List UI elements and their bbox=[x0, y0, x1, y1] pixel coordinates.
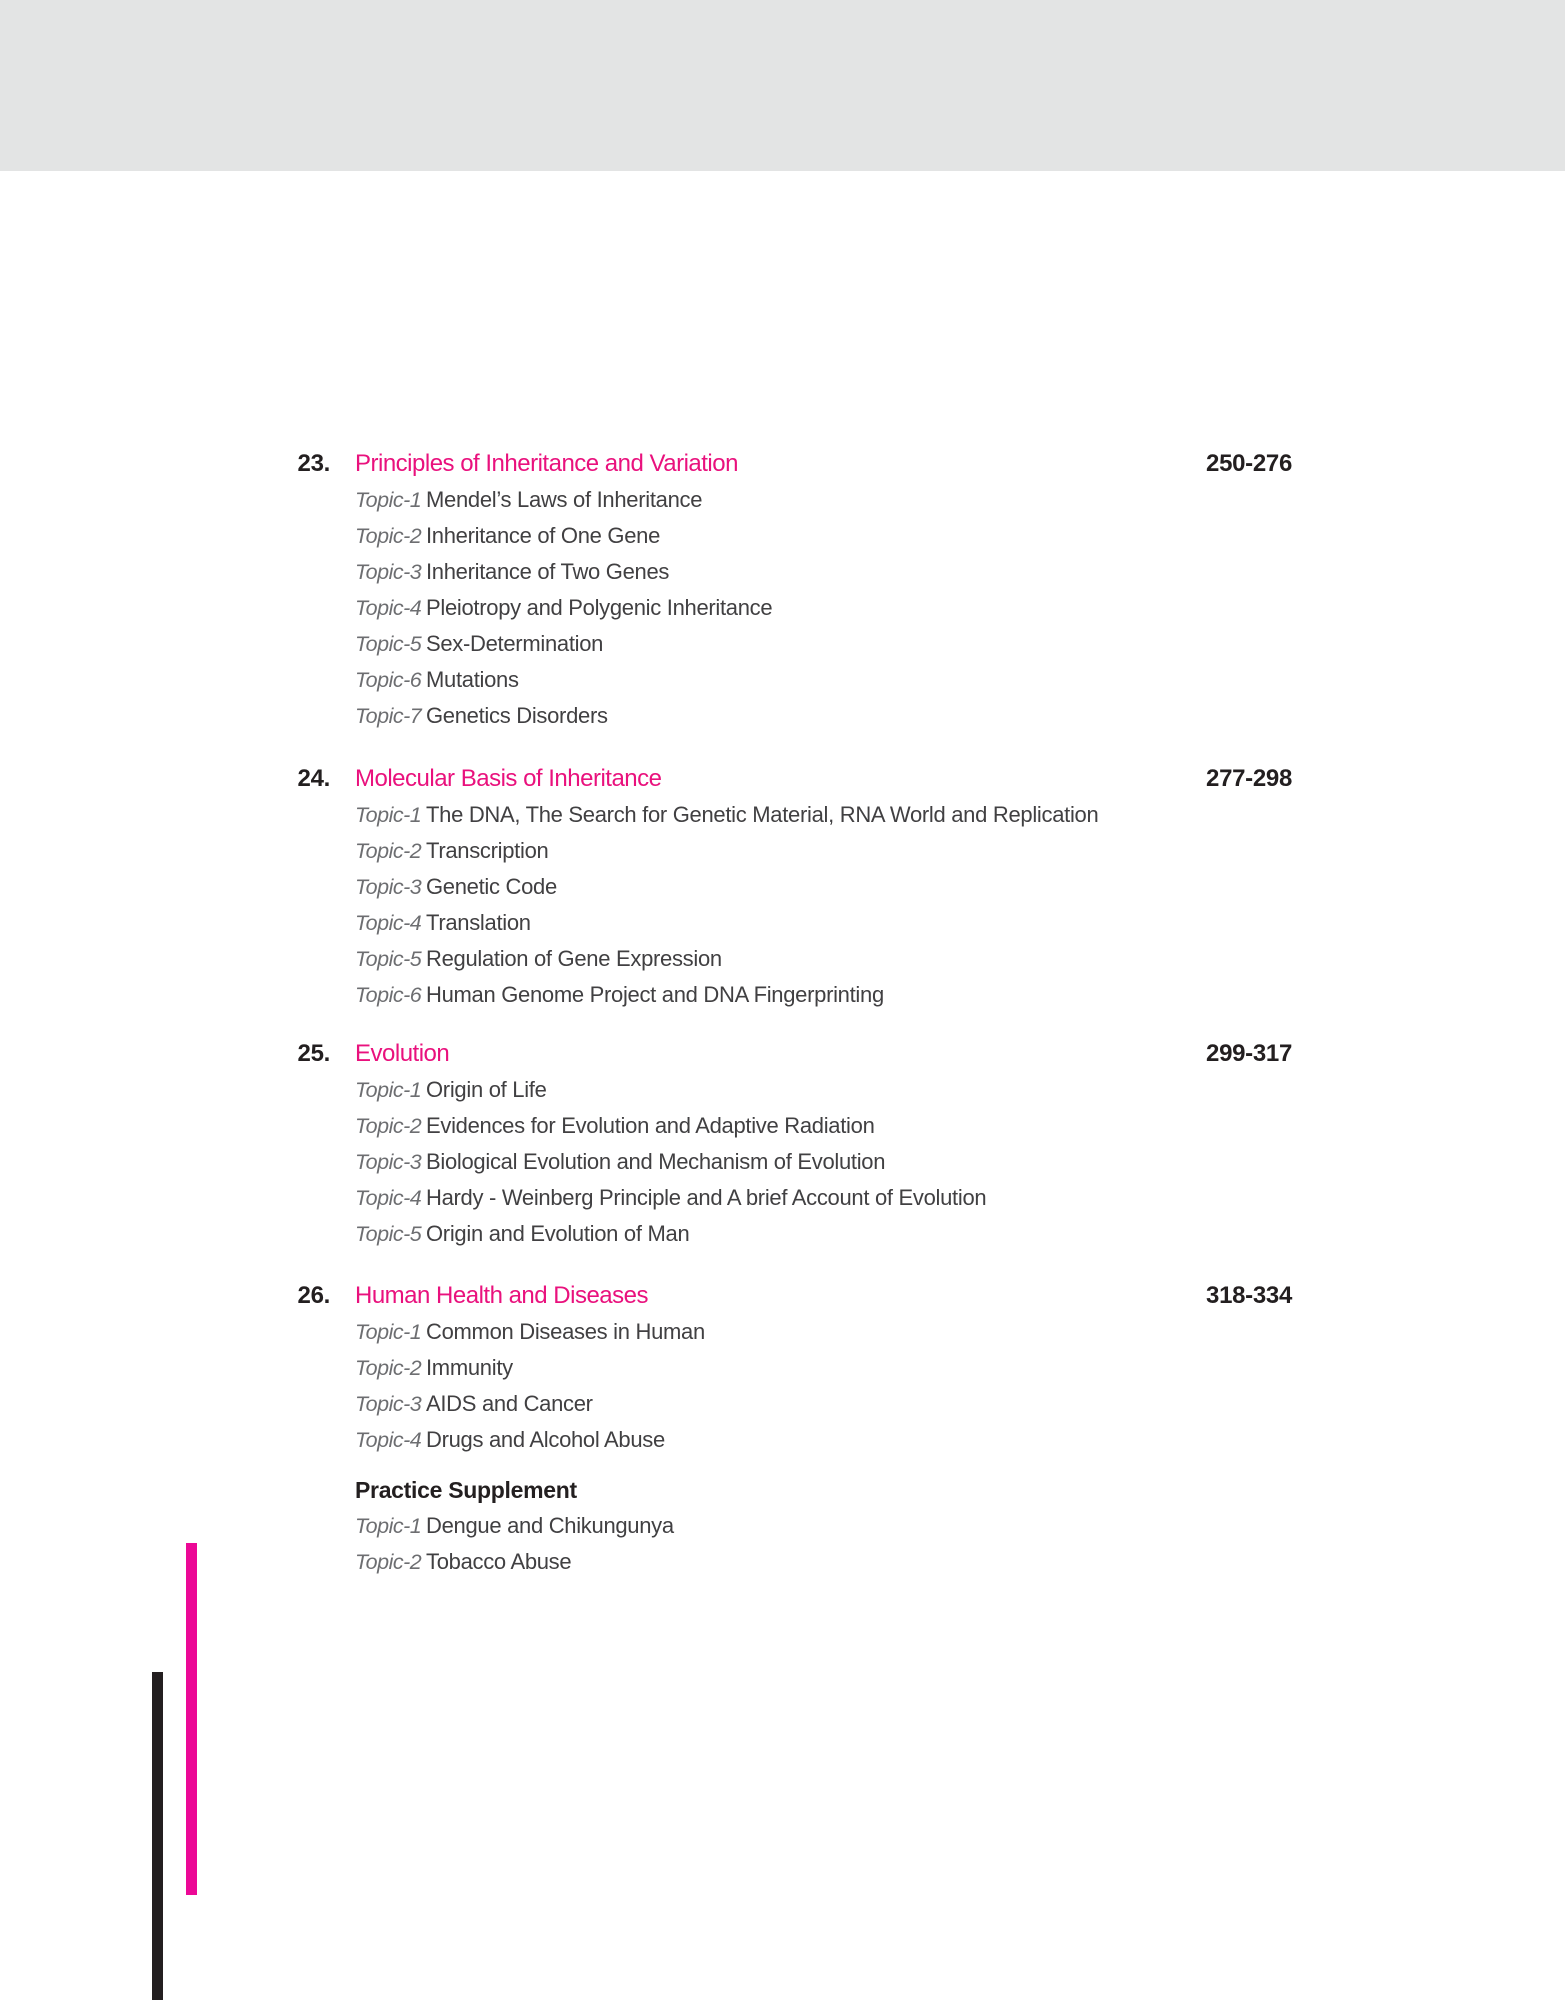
topic-label: Topic-5 bbox=[355, 632, 422, 656]
topic-label: Topic-2 bbox=[355, 1114, 422, 1138]
chapter-section-25 bbox=[280, 1036, 1292, 1252]
topic-label: Topic-1 bbox=[355, 1078, 422, 1102]
topic-title: Sex-Determination bbox=[426, 631, 604, 656]
chapter-page-range: 250-276 bbox=[1206, 450, 1292, 477]
chapter-number: 23. bbox=[297, 450, 330, 477]
chapter-title: Principles of Inheritance and Variation bbox=[355, 450, 738, 477]
pink-accent-bar bbox=[186, 1543, 197, 1895]
chapter-title: Evolution bbox=[355, 1040, 450, 1067]
topic-row bbox=[280, 869, 1292, 905]
topic-label: Topic-2 bbox=[355, 1356, 422, 1380]
topic-label: Topic-5 bbox=[355, 947, 422, 971]
topic-label: Topic-3 bbox=[355, 1150, 422, 1174]
topic-title: Drugs and Alcohol Abuse bbox=[426, 1427, 665, 1452]
topic-label: Topic-6 bbox=[355, 983, 422, 1007]
topic-label: Topic-3 bbox=[355, 560, 422, 584]
topic-row bbox=[280, 833, 1292, 869]
topic-title: Pleiotropy and Polygenic Inheritance bbox=[426, 595, 773, 620]
topic-label: Topic-6 bbox=[355, 668, 422, 692]
topic-label: Topic-5 bbox=[355, 1222, 422, 1246]
topic-row bbox=[280, 905, 1292, 941]
topic-row bbox=[280, 1180, 1292, 1216]
chapter-page-range: 318-334 bbox=[1206, 1282, 1292, 1309]
topic-title: Dengue and Chikungunya bbox=[426, 1513, 674, 1538]
topic-row bbox=[280, 554, 1292, 590]
chapter-heading-row bbox=[280, 446, 1292, 482]
topic-row bbox=[280, 797, 1292, 833]
header-band bbox=[0, 0, 1565, 171]
topic-row bbox=[280, 590, 1292, 626]
chapter-title: Molecular Basis of Inheritance bbox=[355, 765, 662, 792]
topic-title: Origin and Evolution of Man bbox=[426, 1221, 690, 1246]
supplement-title: Practice Supplement bbox=[355, 1477, 577, 1503]
topic-label: Topic-1 bbox=[355, 803, 422, 827]
topic-title: Genetics Disorders bbox=[426, 703, 608, 728]
topic-title: AIDS and Cancer bbox=[426, 1391, 593, 1416]
topic-title: Translation bbox=[426, 910, 531, 935]
topic-row bbox=[280, 1072, 1292, 1108]
chapter-number: 26. bbox=[297, 1282, 330, 1309]
chapter-heading-row bbox=[280, 1036, 1292, 1072]
topic-label: Topic-4 bbox=[355, 1186, 422, 1210]
chapter-heading-row bbox=[280, 761, 1292, 797]
topic-label: Topic-3 bbox=[355, 1392, 422, 1416]
black-accent-bar bbox=[152, 1672, 163, 2000]
topic-title: Mendel’s Laws of Inheritance bbox=[426, 487, 703, 512]
topic-title: The DNA, The Search for Genetic Material, RNA World and Replication bbox=[426, 802, 1099, 827]
chapter-page-range: 277-298 bbox=[1206, 765, 1292, 792]
topic-label: Topic-7 bbox=[355, 704, 422, 728]
topic-row bbox=[280, 482, 1292, 518]
practice-supplement-section bbox=[280, 1472, 1292, 1580]
topic-row bbox=[280, 1422, 1292, 1458]
topic-row bbox=[280, 977, 1292, 1013]
chapter-heading-row bbox=[280, 1278, 1292, 1314]
topic-title: Mutations bbox=[426, 667, 519, 692]
topic-title: Human Genome Project and DNA Fingerprinting bbox=[426, 982, 884, 1007]
chapter-section-23 bbox=[280, 446, 1292, 734]
topic-title: Tobacco Abuse bbox=[426, 1549, 572, 1574]
topic-label: Topic-2 bbox=[355, 524, 422, 548]
topic-title: Evidences for Evolution and Adaptive Radiation bbox=[426, 1113, 875, 1138]
topic-row bbox=[280, 626, 1292, 662]
topic-title: Genetic Code bbox=[426, 874, 557, 899]
topic-row bbox=[280, 941, 1292, 977]
topic-label: Topic-2 bbox=[355, 839, 422, 863]
topic-row bbox=[280, 698, 1292, 734]
topic-title: Inheritance of One Gene bbox=[426, 523, 661, 548]
topic-title: Common Diseases in Human bbox=[426, 1319, 705, 1344]
topic-row bbox=[280, 1144, 1292, 1180]
topic-label: Topic-1 bbox=[355, 488, 422, 512]
topic-row bbox=[280, 518, 1292, 554]
chapter-number: 24. bbox=[297, 765, 330, 792]
topic-row bbox=[280, 662, 1292, 698]
topic-row bbox=[280, 1386, 1292, 1422]
topic-label: Topic-4 bbox=[355, 1428, 422, 1452]
supplement-heading-row bbox=[280, 1472, 1292, 1508]
topic-label: Topic-3 bbox=[355, 875, 422, 899]
topic-label: Topic-2 bbox=[355, 1550, 422, 1574]
topic-label: Topic-1 bbox=[355, 1320, 422, 1344]
chapter-title: Human Health and Diseases bbox=[355, 1282, 648, 1309]
chapter-page-range: 299-317 bbox=[1206, 1040, 1292, 1067]
topic-row bbox=[280, 1544, 1292, 1580]
topic-label: Topic-4 bbox=[355, 596, 422, 620]
topic-title: Regulation of Gene Expression bbox=[426, 946, 722, 971]
topic-title: Origin of Life bbox=[426, 1077, 547, 1102]
topic-title: Inheritance of Two Genes bbox=[426, 559, 670, 584]
topic-label: Topic-1 bbox=[355, 1514, 422, 1538]
topic-row bbox=[280, 1508, 1292, 1544]
topic-label: Topic-4 bbox=[355, 911, 422, 935]
topic-title: Transcription bbox=[426, 838, 549, 863]
topic-row bbox=[280, 1314, 1292, 1350]
topic-title: Immunity bbox=[426, 1355, 513, 1380]
chapter-section-26 bbox=[280, 1278, 1292, 1458]
topic-title: Biological Evolution and Mechanism of Evolution bbox=[426, 1149, 886, 1174]
chapter-number: 25. bbox=[297, 1040, 330, 1067]
topic-title: Hardy - Weinberg Principle and A brief Account of Evolution bbox=[426, 1185, 987, 1210]
topic-row bbox=[280, 1350, 1292, 1386]
chapter-section-24 bbox=[280, 761, 1292, 1013]
topic-row bbox=[280, 1108, 1292, 1144]
topic-row bbox=[280, 1216, 1292, 1252]
